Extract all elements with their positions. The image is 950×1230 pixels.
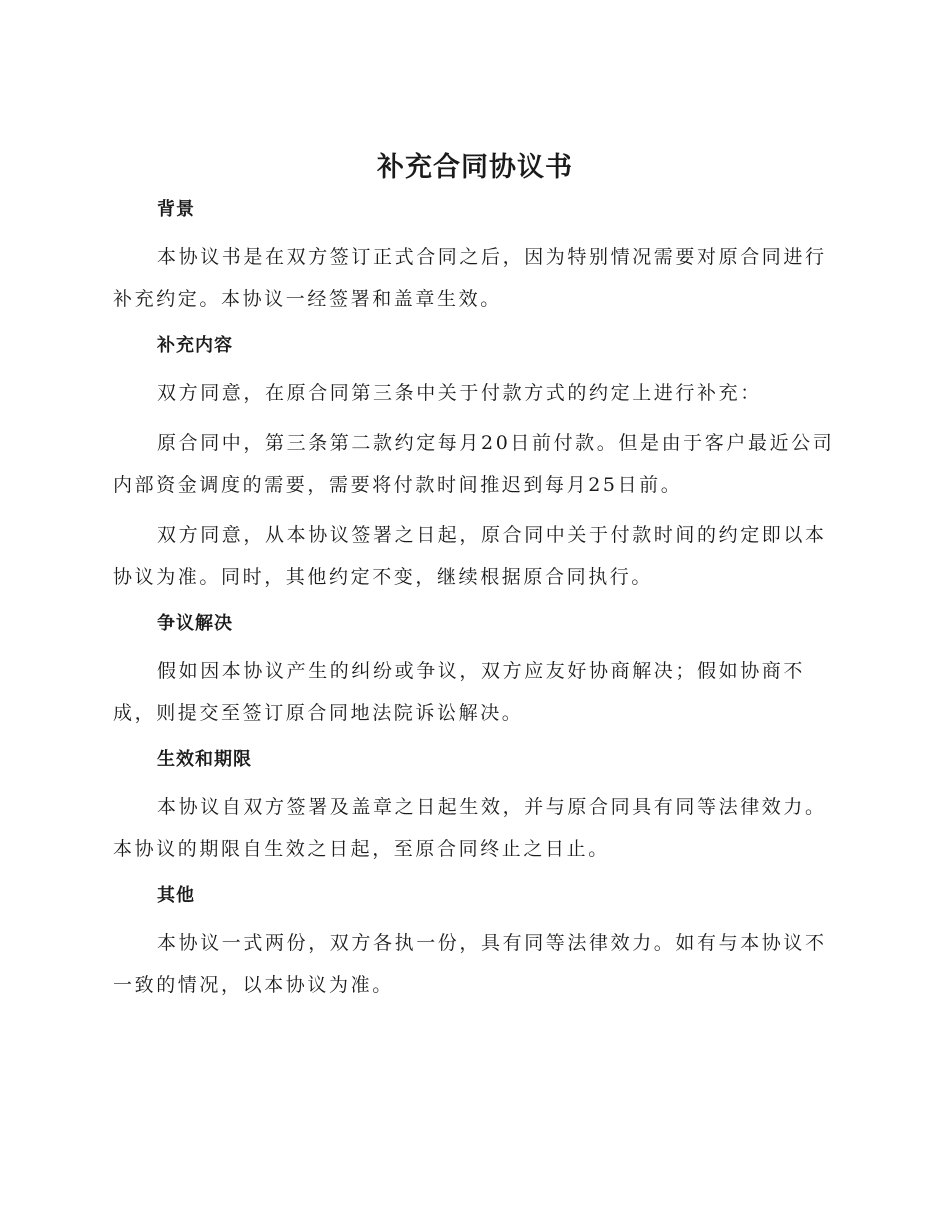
- section-heading: 生效和期限: [157, 749, 252, 770]
- paragraph: 本协议书是在双方签订正式合同之后，因为特别情况需要对原合同进行补充约定。本协议一经签署和盖章生效。: [113, 246, 827, 310]
- section-other: [113, 878, 837, 1006]
- paragraph: 本协议自双方签署及盖章之日起生效，并与原合同具有同等法律效力。本协议的期限自生效之日起，至原合同终止之日止。: [113, 796, 827, 860]
- section-supplement-content: [113, 328, 837, 598]
- paragraph: 假如因本协议产生的纠纷或争议，双方应友好协商解决；假如协商不成，则提交至签订原合同地法院诉讼解决。: [113, 660, 806, 724]
- section-heading: 争议解决: [157, 613, 233, 634]
- document-body: [113, 192, 837, 1014]
- section-heading: 背景: [157, 199, 195, 220]
- section-dispute-resolution: [113, 606, 837, 734]
- section-background: [113, 192, 837, 320]
- paragraph: 原合同中，第三条第二款约定每月20日前付款。但是由于客户最近公司内部资金调度的需要，需要将付款时间推迟到每月25日前。: [113, 432, 835, 496]
- paragraph: 双方同意，在原合同第三条中关于付款方式的约定上进行补充：: [157, 382, 762, 404]
- paragraph: 双方同意，从本协议签署之日起，原合同中关于付款时间的约定即以本协议为准。同时，其他约定不变，继续根据原合同执行。: [113, 524, 827, 588]
- section-heading: 补充内容: [157, 335, 233, 356]
- document-title: 补充合同协议书: [377, 152, 573, 183]
- section-effect-and-term: [113, 742, 837, 870]
- section-heading: 其他: [157, 885, 195, 906]
- paragraph: 本协议一式两份，双方各执一份，具有同等法律效力。如有与本协议不一致的情况，以本协议为准。: [113, 932, 827, 996]
